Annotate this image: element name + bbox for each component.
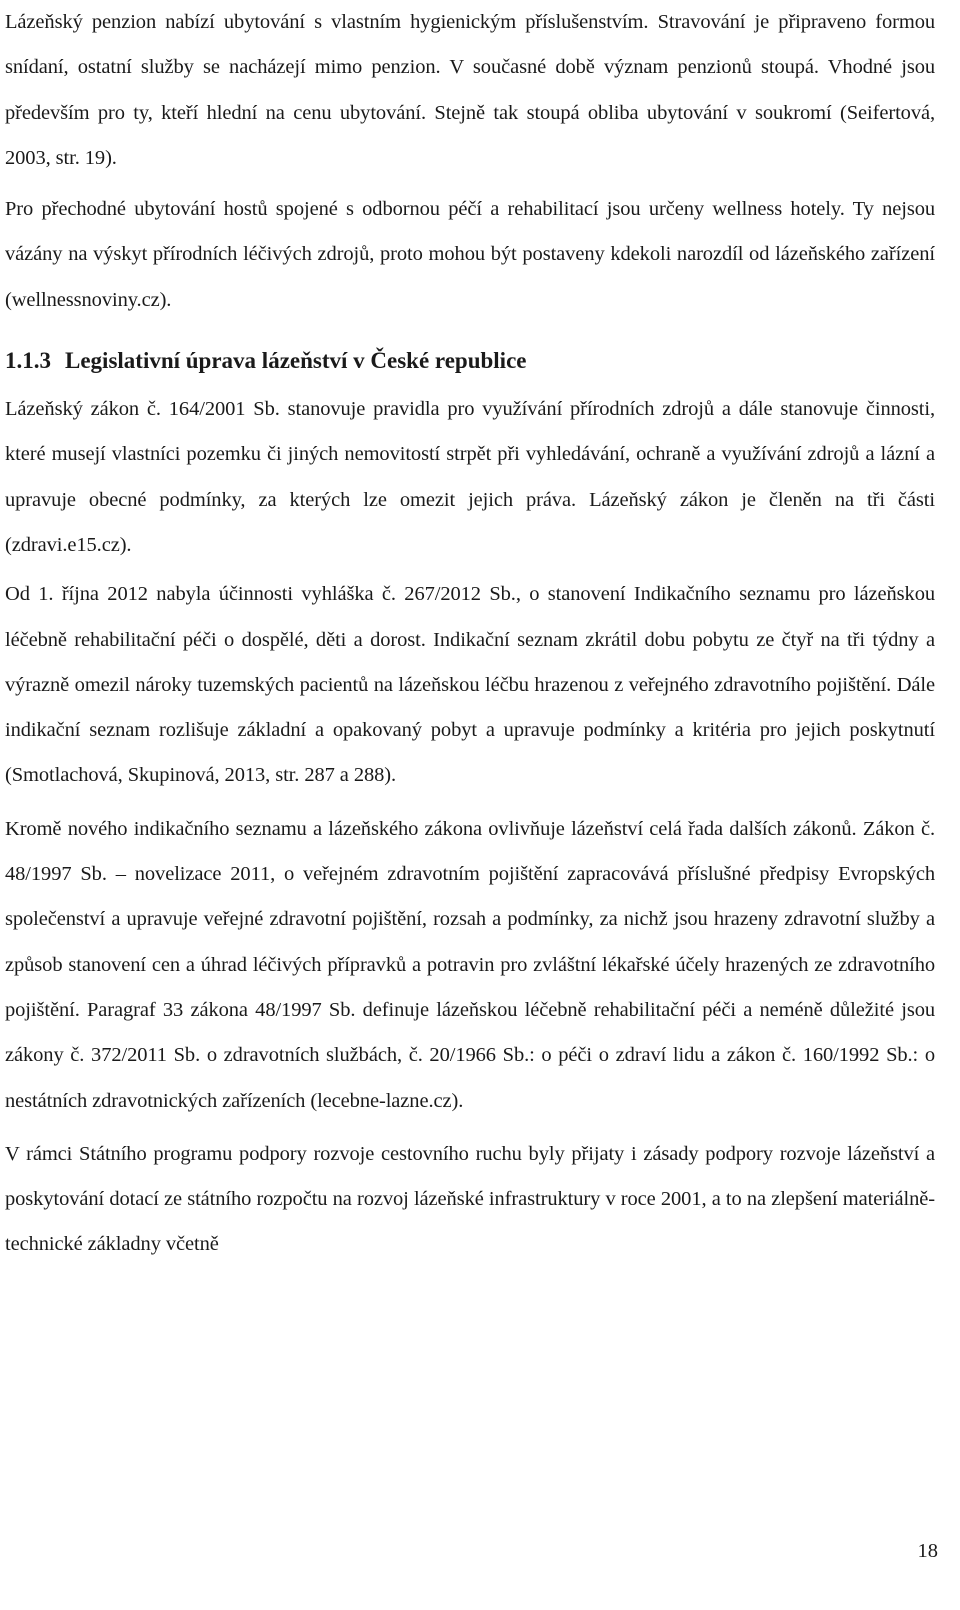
section-heading — [5, 341, 935, 381]
paragraph-state-program: V rámci Státního programu podpory rozvoje cestovního ruchu byly přijaty i zásady podpory rozvoje lázeňství a poskytování dotací ze státního rozpočtu na rozvoj lázeňské infrastruktury v roce 2001, a to na zlepšení materiálně-technické základny včetně — [5, 1142, 935, 1256]
section-number: 1.1.3 — [5, 348, 51, 374]
paragraph-spa-guesthouse: Lázeňský penzion nabízí ubytování s vlastním hygienickým příslušenstvím. Stravování je připraveno formou snídaní, ostatní služby se nacházejí mimo penzion. V současné době význam penzionů stoupá. Vhodné jsou především pro ty, kteří hlední na cenu ubytování. Stejně tak stoupá obliba ubytování v soukromí (Seifertová, 2003, str. 19). — [5, 11, 935, 169]
paragraph-other-laws: Kromě nového indikačního seznamu a lázeňského zákona ovlivňuje lázeňství celá řada dalších zákonů. Zákon č. 48/1997 Sb. – novelizace 2011, o veřejném zdravotním pojištění zapracovává příslušné předpisy Evropských společenství a upravuje veřejné zdravotní pojištění, rozsah a podmínky, za nichž jsou hrazeny zdravotní služby a způsob stanovení cen a úhrad léčivých přípravků a potravin pro zvláštní lékařské účely hrazených ze zdravotního pojištění. Paragraf 33 zákona 48/1997 Sb. definuje lázeňskou léčebně rehabilitační péči a neméně důležité jsou zákony č. 372/2011 Sb. o zdravotních službách, č. 20/1966 Sb.: o péči o zdraví lidu a zákon č. 160/1992 Sb.: o nestátních zdravotnických zařízeních (lecebne-lazne.cz). — [5, 817, 935, 1112]
section-title: Legislativní úprava lázeňství v České republice — [65, 348, 527, 374]
paragraph-wellness-hotels: Pro přechodné ubytování hostů spojené s odbornou péčí a rehabilitací jsou určeny wellness hotely. Ty nejsou vázány na výskyt přírodních léčivých zdrojů, proto mohou být postaveny kdekoli narozdíl od lázeňského zařízení (wellnessnoviny.cz). — [5, 198, 935, 311]
document-page — [5, 0, 935, 1268]
paragraph-indication-decree: Od 1. října 2012 nabyla účinnosti vyhláška č. 267/2012 Sb., o stanovení Indikačního seznamu pro lázeňskou léčebně rehabilitační péči o dospělé, děti a dorost. Indikační seznam zkrátil dobu pobytu ze čtyř na tři týdny a výrazně omezil nároky tuzemských pacientů na lázeňskou léčbu hrazenou z veřejného zdravotního pojištění. Dále indikační seznam rozlišuje základní a opakovaný pobyt a upravuje podmínky a kritéria pro jejich poskytnutí (Smotlachová, Skupinová, 2013, str. 287 a 288). — [5, 583, 935, 787]
paragraph-spa-law: Lázeňský zákon č. 164/2001 Sb. stanovuje pravidla pro využívání přírodních zdrojů a dále stanovuje činnosti, které musejí vlastníci pozemku či jiných nemovitostí strpět při vyhledávání, ochraně a využívání zdrojů a lázní a upravuje obecné podmínky, za kterých lze omezit jejich práva. Lázeňský zákon je členěn na tři části (zdravi.e15.cz). — [5, 398, 935, 556]
page-number: 18 — [917, 1540, 938, 1562]
